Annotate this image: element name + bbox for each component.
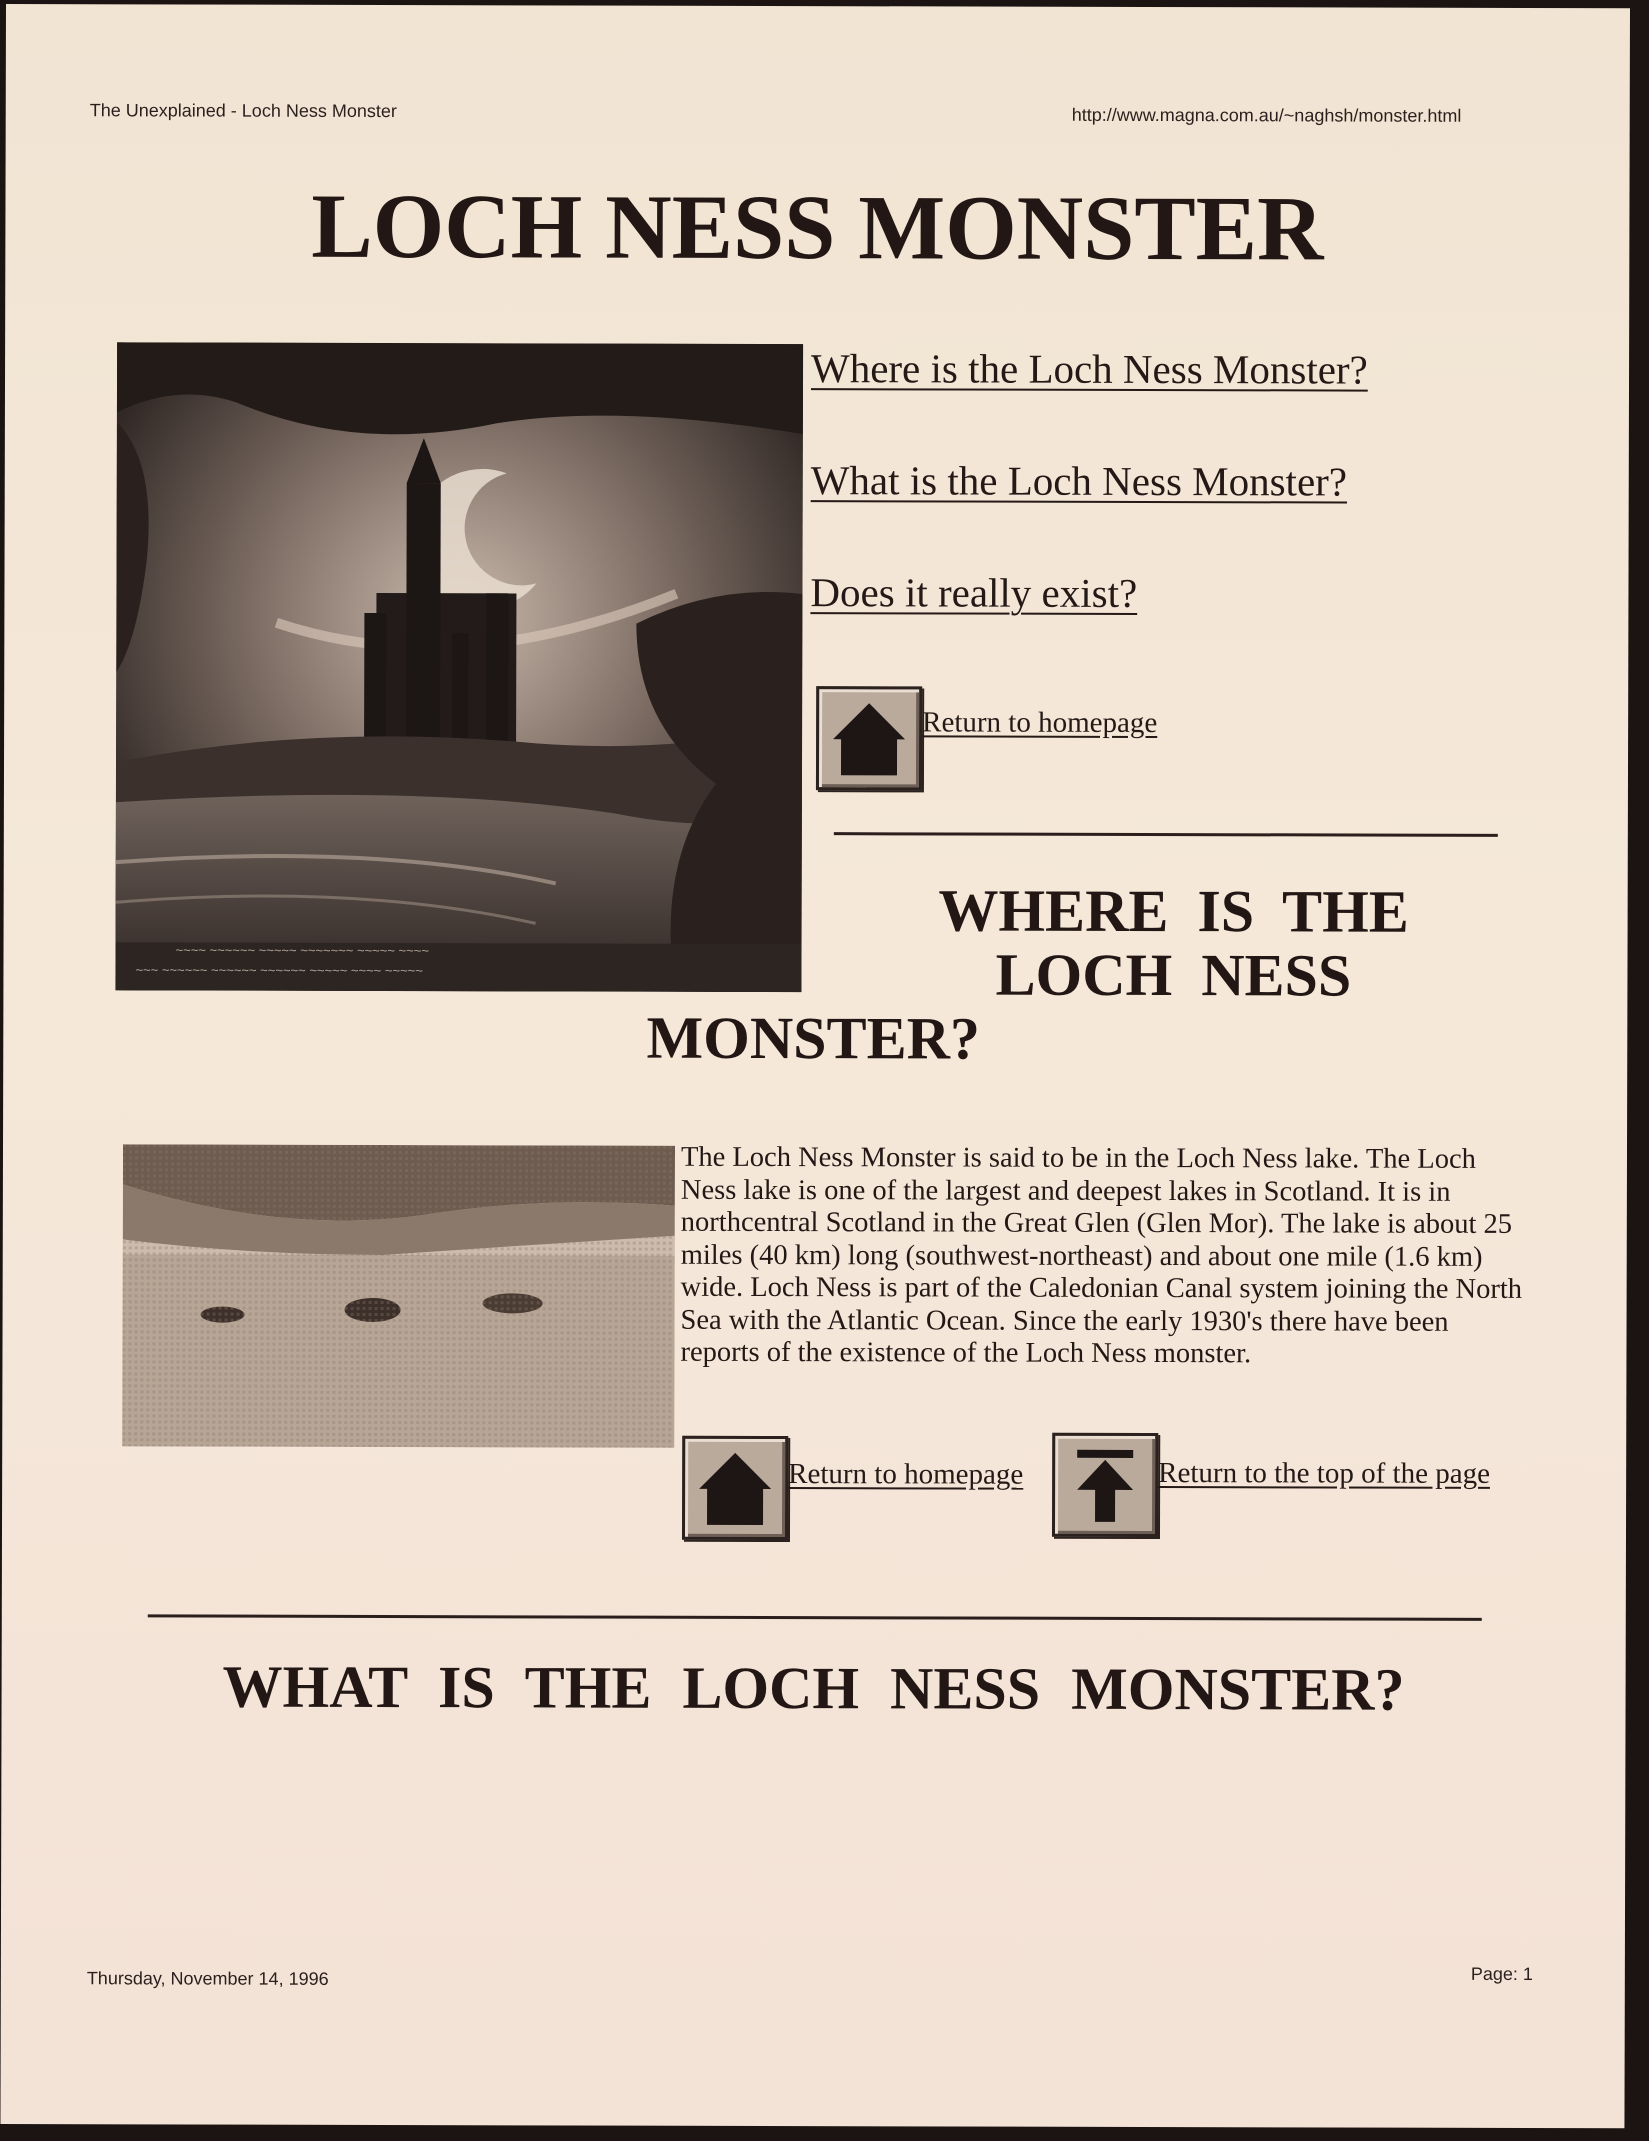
return-homepage-link[interactable]: Return to homepage xyxy=(922,706,1158,740)
header-page-title: The Unexplained - Loch Ness Monster xyxy=(89,100,397,122)
footer-date: Thursday, November 14, 1996 xyxy=(86,1968,329,1989)
home-icon xyxy=(829,697,909,777)
section-heading-where: WHERE IS THE xyxy=(938,877,1409,945)
castle-illustration xyxy=(115,342,803,992)
loch-ness-photo xyxy=(122,1144,675,1447)
home-icon xyxy=(695,1447,775,1527)
svg-text:~~~ ~~~~~~ ~~~~~~ ~~~~~~ ~~~~~: ~~~ ~~~~~~ ~~~~~~ ~~~~~~ ~~~~~ ~~~~ ~~~~~ xyxy=(135,962,423,979)
top-button[interactable] xyxy=(1052,1433,1158,1537)
section-heading-where: MONSTER? xyxy=(646,1004,981,1072)
toc-link-exist[interactable]: Does it really exist? xyxy=(810,569,1138,616)
printed-page xyxy=(0,4,1630,2128)
page-title: LOCH NESS MONSTER xyxy=(311,174,1324,280)
toc-link-what[interactable]: What is the Loch Ness Monster? xyxy=(810,457,1348,505)
home-button[interactable] xyxy=(816,686,922,790)
section-heading-what: WHAT IS THE LOCH NESS MONSTER? xyxy=(222,1653,1405,1723)
header-url: http://www.magna.com.au/~naghsh/monster.html xyxy=(1071,104,1462,126)
divider xyxy=(148,1614,1482,1620)
divider xyxy=(834,832,1498,837)
home-button[interactable] xyxy=(682,1436,788,1540)
arrow-up-icon xyxy=(1065,1444,1145,1524)
toc-link-where[interactable]: Where is the Loch Ness Monster? xyxy=(810,345,1368,393)
svg-text:~~~~ ~~~~~~ ~~~~~ ~~~~~~~ ~~~~: ~~~~ ~~~~~~ ~~~~~ ~~~~~~~ ~~~~~ ~~~~ xyxy=(175,942,429,959)
return-homepage-link[interactable]: Return to homepage xyxy=(788,1458,1024,1491)
return-top-link[interactable]: Return to the top of the page xyxy=(1158,1457,1491,1490)
footer-page-number: Page: 1 xyxy=(1470,1963,1533,1985)
section-heading-where: LOCH NESS xyxy=(995,941,1352,1009)
where-body-text: The Loch Ness Monster is said to be in the Loch Ness lake. The Loch Ness lake is one of the largest and deepest lakes in Scotland. It is in northcentral Scotland in the Great Glen (Glen Mor). The lake is about 25 miles (40 km) long (southwest-northeast) and about one mile (1.6 km) wide. Loch Ness is part of the Caledonian Canal system joining the North Sea with the Atlantic Ocean. Since the early 1930's there have been reports of the existence of the Loch Ness monster. xyxy=(680,1141,1523,1370)
